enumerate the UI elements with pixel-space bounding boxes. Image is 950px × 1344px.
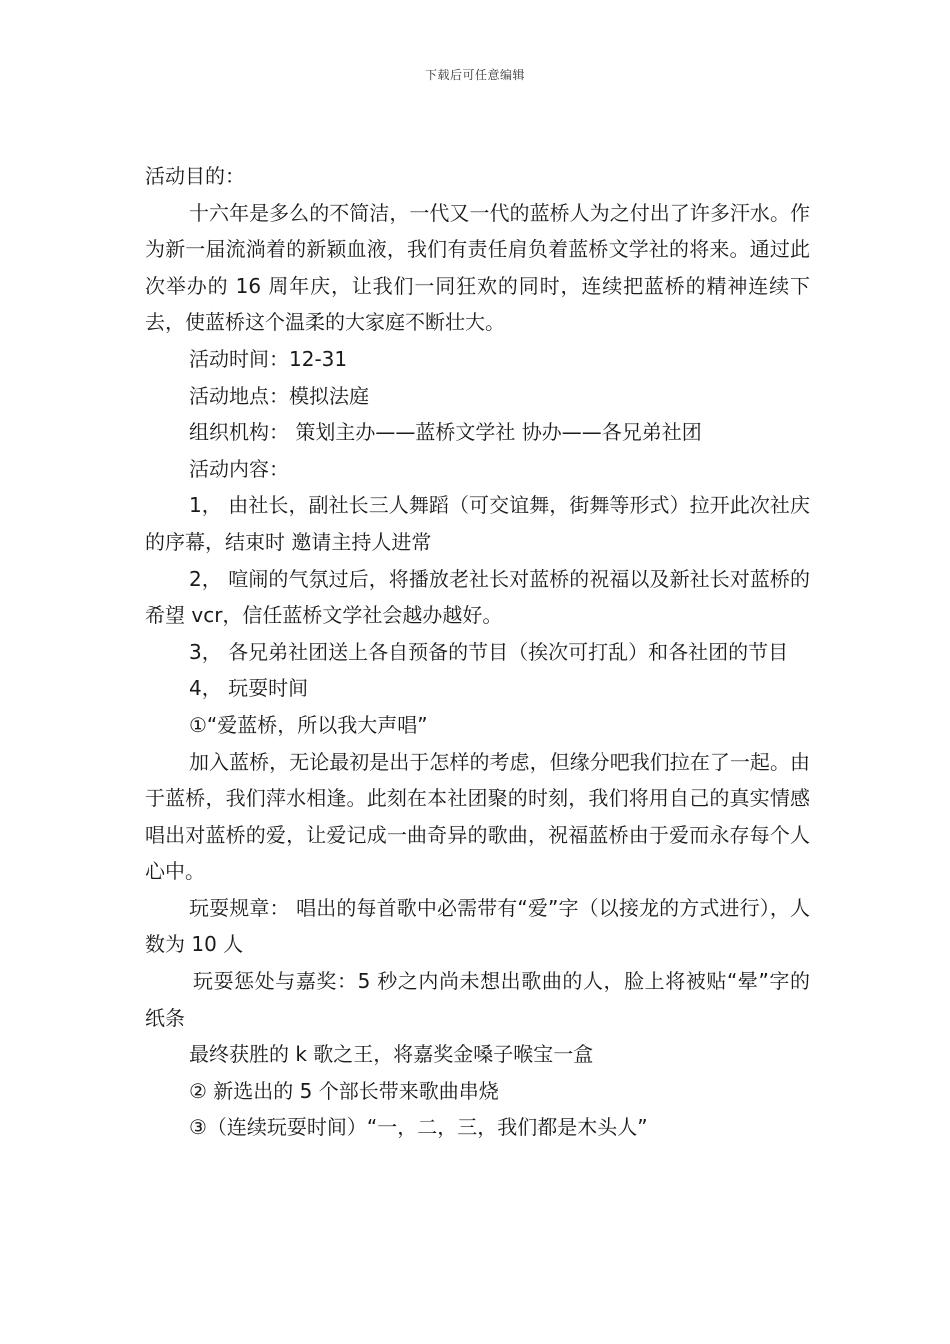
game-1-final-prize: 最终获胜的 k 歌之王，将嘉奖金嗓子喉宝一盒 (189, 1042, 594, 1067)
activity-time: 活动时间：12-31 (189, 346, 348, 371)
page-header-note: 下载后可任意编辑 (424, 68, 525, 82)
content-item-3: 3， 各兄弟社团送上各自预备的节目（挨次可打乱）和各社团的节目 (189, 639, 789, 664)
content-item-2: 2， 喧闹的气氛过后，将播放老社长对蓝桥的祝福以及新社长对蓝桥的希望 vcr，信任蓝桥文学社会越办越好。 (145, 566, 810, 628)
organizers: 组织机构： 策划主办——蓝桥文学社 协办——各兄弟社团 (189, 420, 702, 445)
game-1-penalty-reward: 玩耍惩处与嘉奖：5 秒之内尚未想出歌曲的人，脸上将被贴“晕”字的纸条 (145, 969, 810, 1030)
game-1-description: 加入蓝桥，无论最初是出于怎样的考虑，但缘分吧我们拉在了一起。由于蓝桥，我们萍水相逢。此刻在本社团聚的时刻，我们将用自己的真实情感唱出对蓝桥的爱，让爱记成一曲奇异的歌曲，祝福蓝桥由于爱而永存每个人心中。 (145, 749, 810, 884)
document-body (145, 158, 810, 1146)
content-item-1: 1， 由社长，副社长三人舞蹈（可交谊舞，街舞等形式）拉开此次社庆的序幕，结束时 邀请主持人进常 (145, 493, 810, 554)
section-heading-content: 活动内容： (189, 456, 289, 481)
paragraph-purpose: 十六年是多么的不简洁，一代又一代的蓝桥人为之付出了许多汗水。作为新一届流淌着的新颖血液，我们有责任肩负着蓝桥文学社的将来。通过此次举办的 16 周年庆，让我们一同狂欢的同时，连续把蓝桥的精神连续下去，使蓝桥这个温柔的大家庭不断壮大。 (145, 200, 810, 335)
game-1-title: ①“爱蓝桥，所以我大声唱” (189, 712, 428, 737)
game-2-title: ② 新选出的 5 个部长带来歌曲串烧 (189, 1078, 499, 1103)
game-3-title: ③（连续玩耍时间）“一，二，三，我们都是木头人” (189, 1115, 648, 1140)
activity-location: 活动地点：模拟法庭 (189, 383, 369, 408)
game-1-rules: 玩耍规章： 唱出的每首歌中必需带有“爱”字（以接龙的方式进行），人数为 10 人 (145, 895, 810, 957)
section-heading-purpose: 活动目的： (145, 164, 245, 188)
content-item-4: 4， 玩耍时间 (189, 676, 309, 701)
